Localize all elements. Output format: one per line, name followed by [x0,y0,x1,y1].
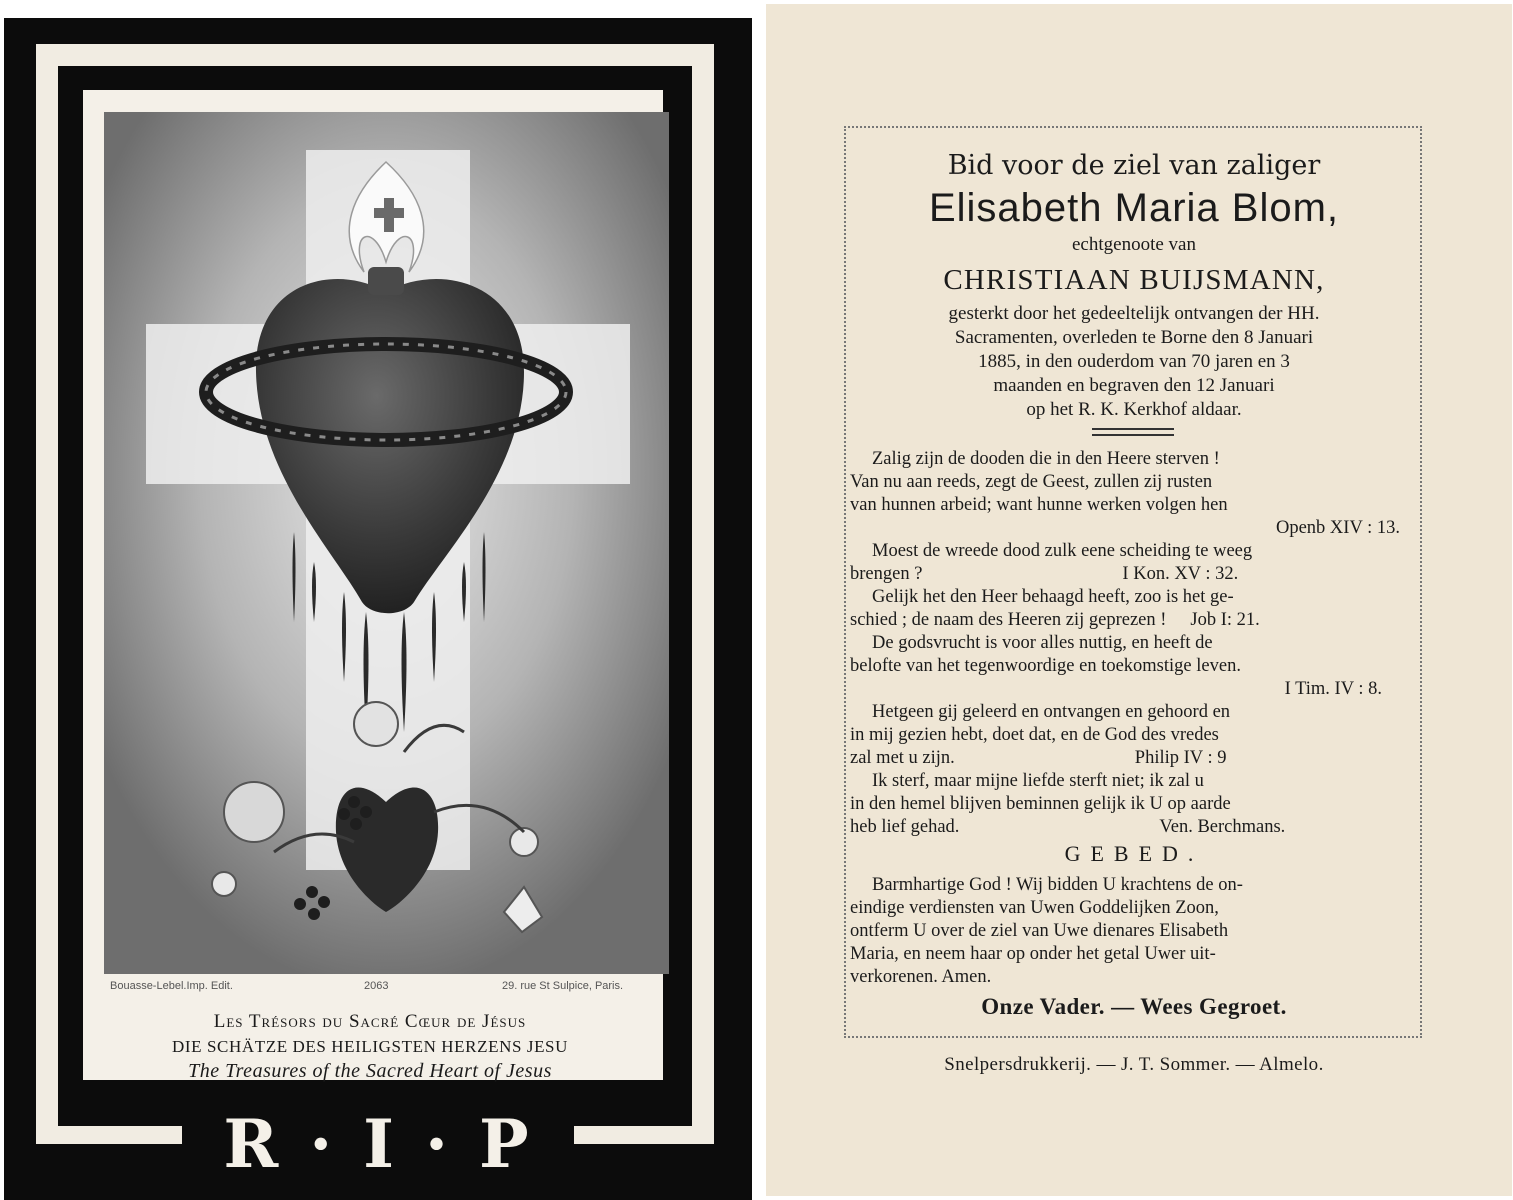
verse-reference: I Kon. XV : 32. [1122,564,1239,584]
scripture-verses [850,448,1416,839]
prayer-line: verkorenen. Amen. [850,967,992,987]
caption-french: Les Trésors du Sacré Cœur de Jésus [213,1011,527,1032]
verse-line: Moest de wreede dood zulk eene scheiding te weeg [872,541,1253,561]
imprint-address: 29. rue St Sulpice, Paris. [502,980,624,992]
prayer-title: GEBED. [1064,841,1204,866]
divider-rule [1092,428,1174,430]
details-line: 1885, in den ouderdom van 70 jaren en 3 [978,351,1290,372]
details-line: op het R. K. Kerkhof aldaar. [1026,399,1242,420]
verse-line: Gelijk het den Heer behaagd heeft, zoo is het ge- [872,587,1234,607]
divider-rule [1092,434,1174,436]
heart-top-icon [368,267,404,295]
prayer-line: ontferm U over de ziel van Uwe dienares Elisabeth [850,921,1229,941]
verse-line: De godsvrucht is voor alles nuttig, en heeft de [872,633,1213,653]
prayer-line: Barmhartige God ! Wij bidden U krachtens de on- [872,875,1243,895]
prayer-line: Maria, en neem haar op onder het getal Uwer uit- [850,944,1216,964]
spouse-name: CHRISTIAAN BUIJSMANN, [943,264,1325,296]
caption-english: The Treasures of the Sacred Heart of Jesus [188,1060,552,1082]
deceased-name: Elisabeth Maria Blom, [928,186,1340,230]
caption-german: DIE SCHÄTZE DES HEILIGSTEN HERZENS JESU [172,1037,568,1056]
imprint-publisher: Bouasse-Lebel.Imp. Edit. [110,980,233,992]
verse-line: in mij gezien hebt, doet dat, en de God des vredes [850,725,1219,745]
verse-reference: Job I: 21. [1190,610,1260,630]
verse-reference: Philip IV : 9 [1134,748,1227,768]
prayer-text [850,874,1416,989]
intro-line: Bid voor de ziel van zaliger [947,150,1321,181]
verse-line: brengen ? I Kon. XV : 32. [850,564,1239,584]
verse-line: Zalig zijn de dooden die in den Heere sterven ! [872,449,1220,469]
verse-line: schied ; de naam des Heeren zij geprezen ! Job I: 21. [850,610,1260,630]
verse-reference: Openb XIV : 13. [1275,518,1400,538]
verse-line: zal met u zijn. Philip IV : 9 [850,748,1227,768]
details-line: maanden en begraven den 12 Januari [993,375,1275,396]
spouse-label: echtgenoote van [1072,234,1196,255]
sacred-heart-illustration [104,112,669,974]
verse-line: Van nu aan reeds, zegt de Geest, zullen zij rusten [850,472,1213,492]
verse-line: in den hemel blijven beminnen gelijk ik U op aarde [850,794,1231,814]
printer-credit: Snelpersdrukkerij. — J. T. Sommer. — Almelo. [944,1054,1324,1075]
verse-line: van hunnen arbeid; want hunne werken volgen hen [850,495,1228,515]
closing-prayers: Onze Vader. — Wees Gegroet. [981,994,1287,1019]
verse-reference: Ven. Berchmans. [1159,817,1286,837]
prayer-card-back [766,4,1512,1196]
verse-reference: I Tim. IV : 8. [1284,679,1382,699]
details-line: gesterkt door het gedeeltelijk ontvangen der HH. [948,303,1320,324]
verse-line: Hetgeen gij geleerd en ontvangen en gehoord en [872,702,1231,722]
verse-line: Ik sterf, maar mijne liefde sterft niet; ik zal u [872,771,1204,791]
verse-line: belofte van het tegenwoordige en toekomstige leven. [850,656,1241,676]
rip-text: R · I · P [223,1105,533,1183]
verse-line: heb lief gehad. Ven. Berchmans. [850,817,1286,837]
sacred-heart-engraving [104,112,669,974]
death-details [844,302,1424,422]
prayer-line: eindige verdiensten van Uwen Goddelijken Zoon, [850,898,1219,918]
imprint-number: 2063 [364,980,389,992]
details-line: Sacramenten, overleden te Borne den 8 Januari [954,327,1314,348]
